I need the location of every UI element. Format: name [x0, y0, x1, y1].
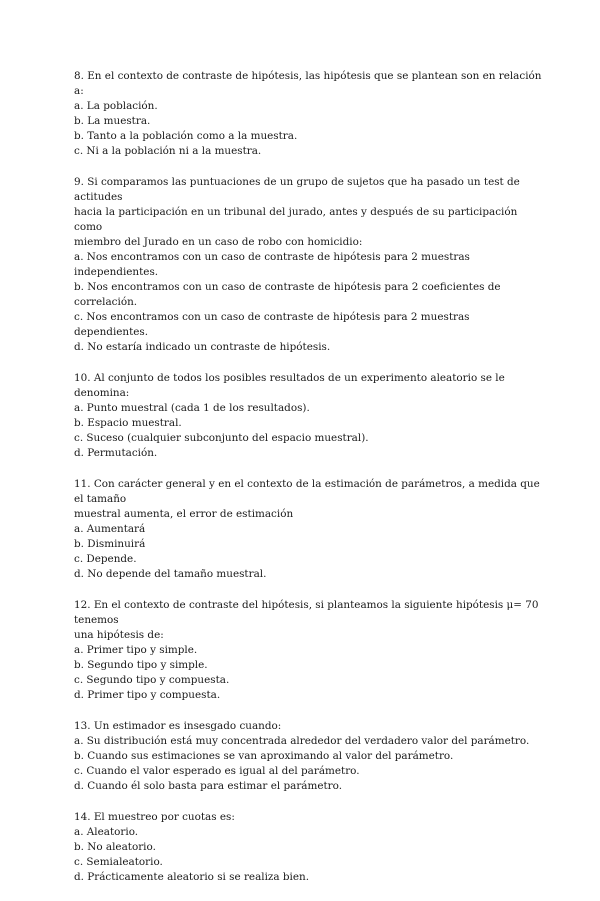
question-10: [74, 371, 544, 461]
question-text: 10. Al conjunto de todos los posibles resultados de un experimento aleatorio se le denomina:: [74, 372, 505, 399]
option: b. Cuando sus estimaciones se van aproximando al valor del parámetro.: [74, 750, 454, 762]
option: b. Segundo tipo y simple.: [74, 659, 208, 671]
document-page: [74, 69, 544, 901]
option: b. Disminuirá: [74, 538, 146, 550]
option: a. Primer tipo y simple.: [74, 644, 198, 656]
option: c. Nos encontramos con un caso de contraste de hipótesis para 2 muestras dependientes.: [74, 311, 470, 338]
option: d. No depende del tamaño muestral.: [74, 568, 267, 580]
question-13: [74, 719, 544, 794]
option: a. Aleatorio.: [74, 826, 139, 838]
option: a. Nos encontramos con un caso de contraste de hipótesis para 2 muestras independientes.: [74, 251, 470, 278]
option: c. Semialeatorio.: [74, 856, 163, 868]
option: d. Cuando él solo basta para estimar el parámetro.: [74, 780, 343, 792]
option: d. Permutación.: [74, 447, 158, 459]
option: b. Nos encontramos con un caso de contraste de hipótesis para 2 coeficientes de correlación.: [74, 281, 501, 308]
question-12: [74, 598, 544, 703]
option: c. Ni a la población ni a la muestra.: [74, 145, 262, 157]
question-8: [74, 69, 544, 159]
option: b. Espacio muestral.: [74, 417, 182, 429]
option: a. La población.: [74, 100, 158, 112]
option: d. Primer tipo y compuesta.: [74, 689, 221, 701]
question-text: 13. Un estimador es insesgado cuando:: [74, 720, 282, 732]
option: a. Su distribución está muy concentrada alrededor del verdadero valor del parámetro.: [74, 735, 530, 747]
question-text: 14. El muestreo por cuotas es:: [74, 811, 235, 823]
option: c. Suceso (cualquier subconjunto del espacio muestral).: [74, 432, 369, 444]
option: d. Prácticamente aleatorio si se realiza bien.: [74, 871, 309, 883]
option: c. Depende.: [74, 553, 137, 565]
question-11: [74, 477, 544, 582]
option: b. La muestra.: [74, 115, 151, 127]
question-text: 9. Si comparamos las puntuaciones de un grupo de sujetos que ha pasado un test de actitudes hacia la participación en un tribunal del jurado, antes y después de su participación como miembro del Jurado en un caso de robo con homicidio:: [74, 176, 520, 248]
question-text: 8. En el contexto de contraste de hipótesis, las hipótesis que se plantean son en relación a:: [74, 70, 542, 97]
option: a. Punto muestral (cada 1 de los resultados).: [74, 402, 310, 414]
question-text: 12. En el contexto de contraste del hipótesis, si planteamos la siguiente hipótesis μ= 70 tenemos una hipótesis de:: [74, 599, 539, 641]
question-9: [74, 175, 544, 355]
option: c. Segundo tipo y compuesta.: [74, 674, 230, 686]
option: c. Cuando el valor esperado es igual al del parámetro.: [74, 765, 360, 777]
option: b. No aleatorio.: [74, 841, 156, 853]
option: d. No estaría indicado un contraste de hipótesis.: [74, 341, 331, 353]
option: a. Aumentará: [74, 523, 146, 535]
option: b. Tanto a la población como a la muestra.: [74, 130, 298, 142]
question-text: 11. Con carácter general y en el contexto de la estimación de parámetros, a medida que el tamaño muestral aumenta, el error de estimación: [74, 478, 540, 520]
